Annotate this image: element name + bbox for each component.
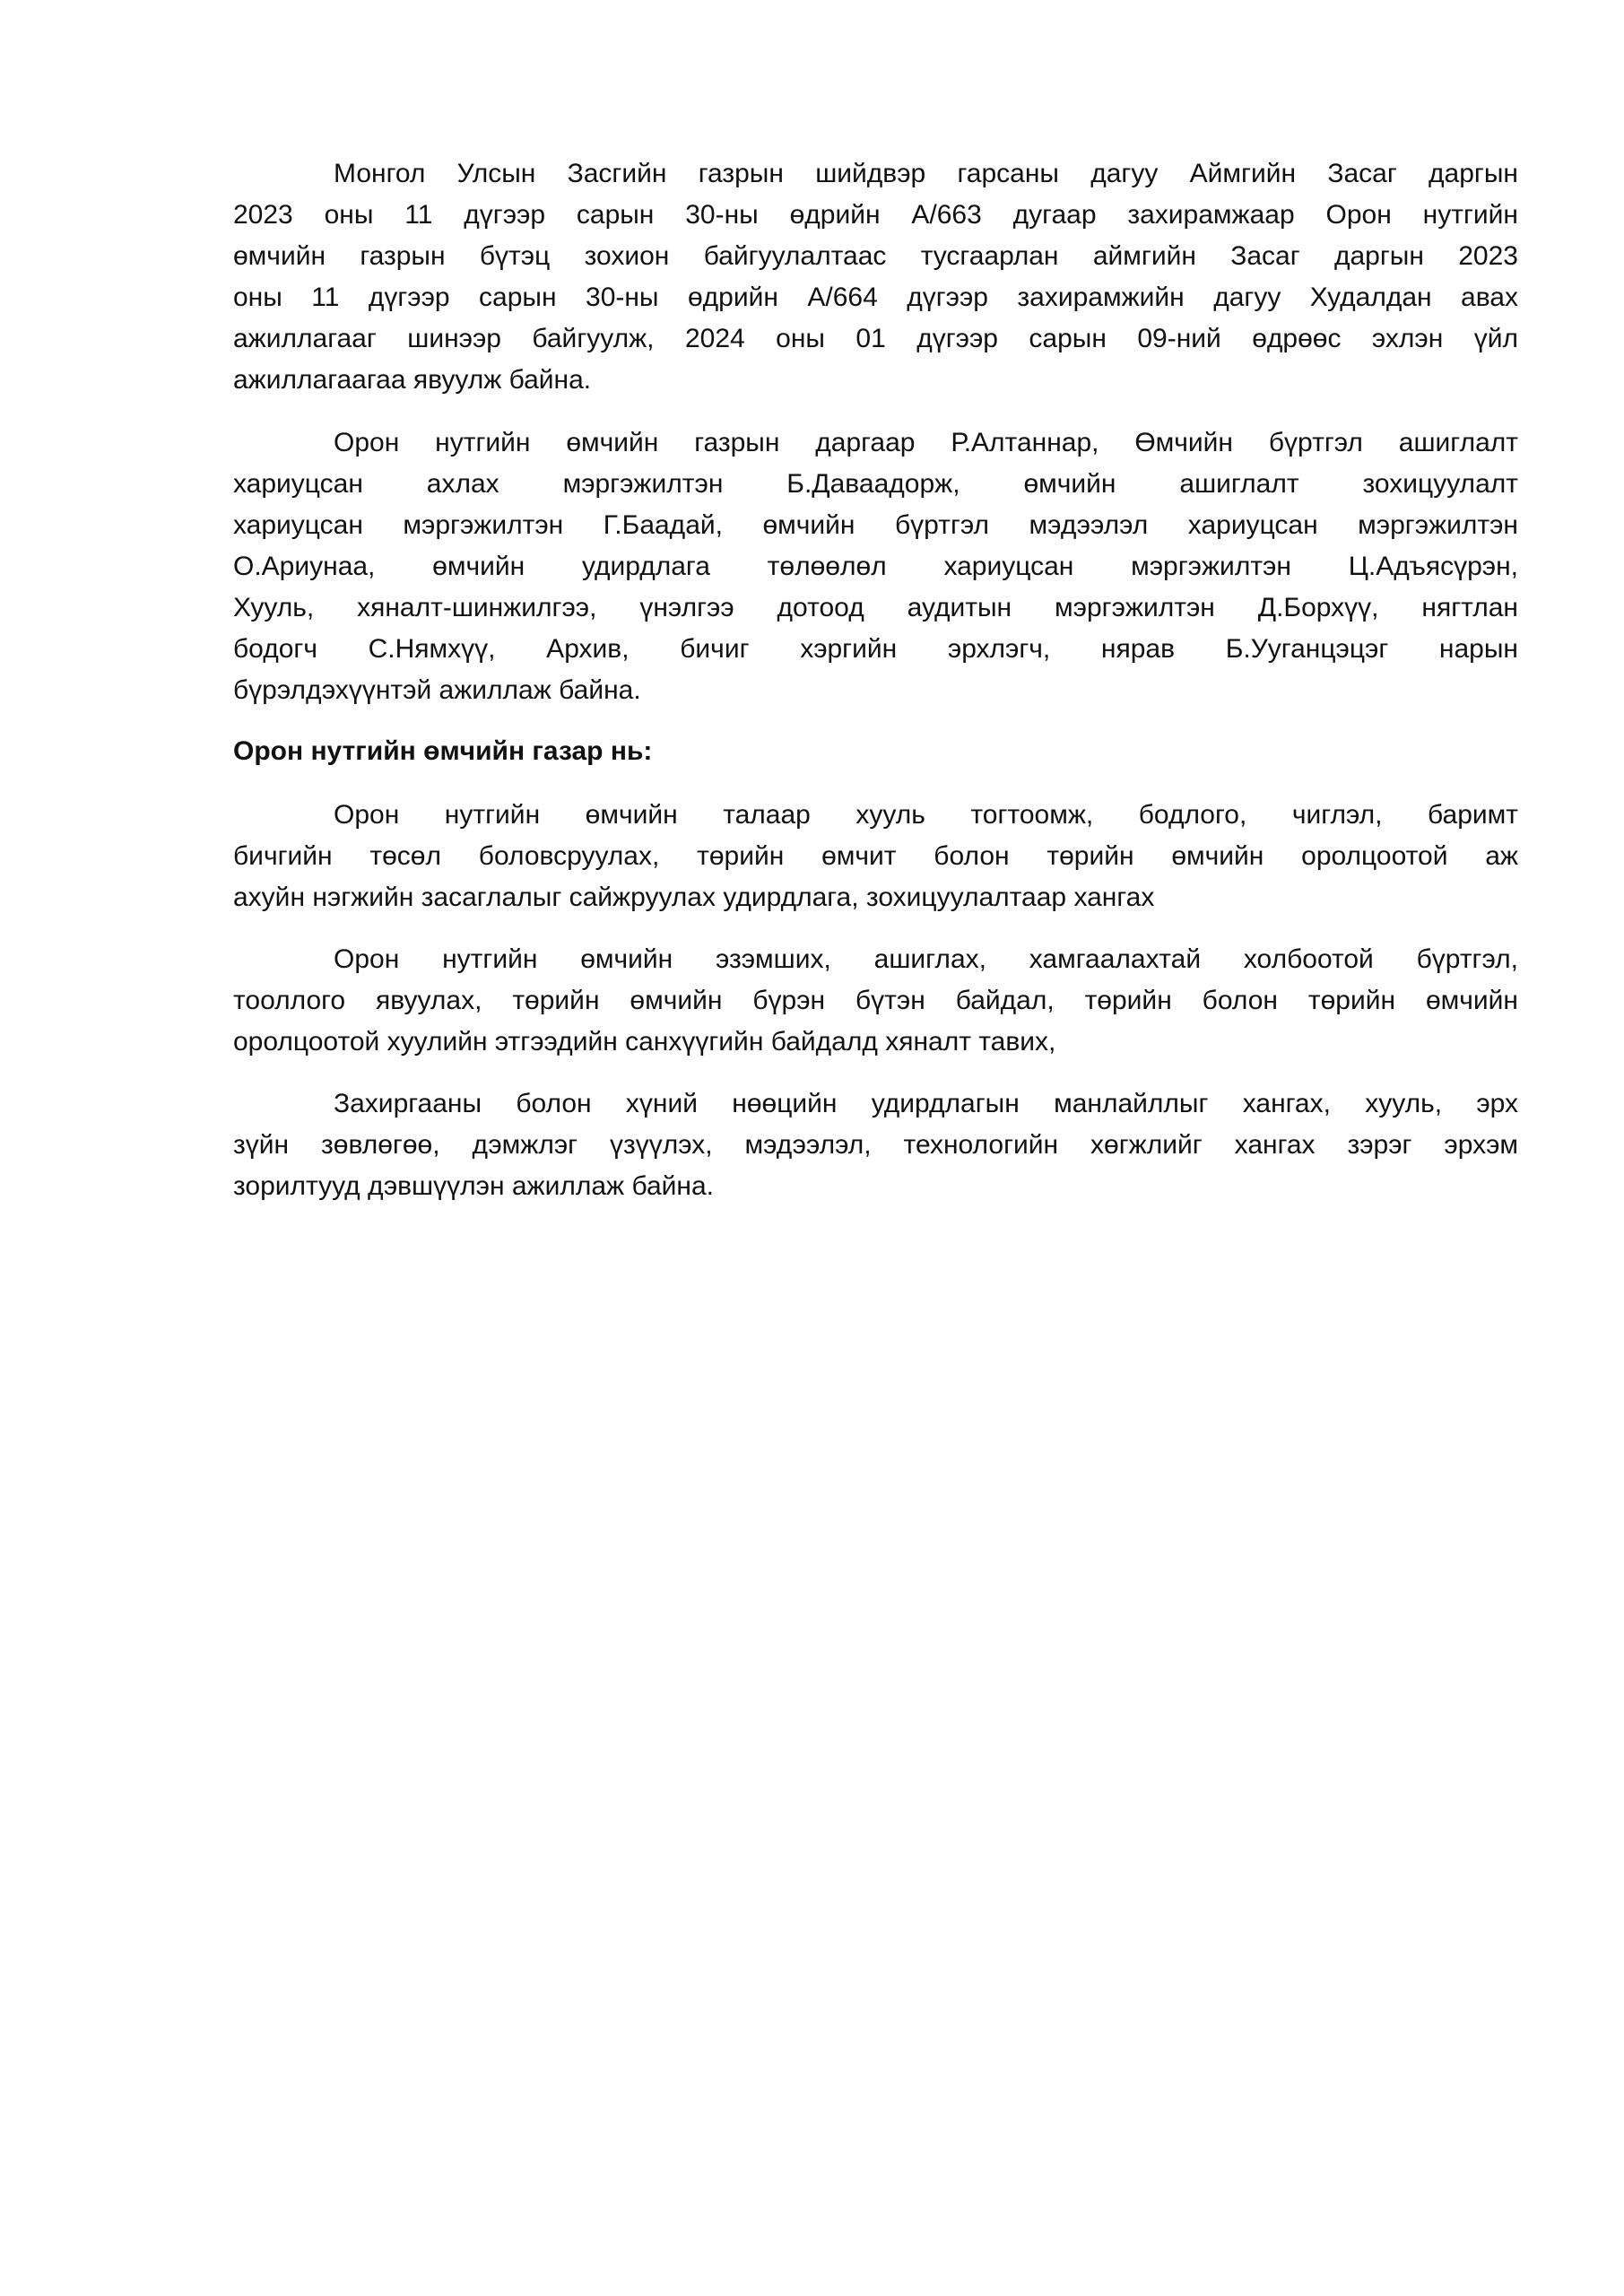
text-line: О.Ариунаа, өмчийн удирдлага төлөөлөл хариуцсан мэргэжилтэн Ц.Адъясүрэн, <box>233 552 1518 581</box>
paragraph-function-administration <box>233 1083 1518 1207</box>
text-line: бодогч С.Нямхүү, Архив, бичиг хэргийн эрхлэгч, нярав Б.Ууганцэцэг нарын <box>233 634 1518 664</box>
paragraph-staff <box>233 422 1518 711</box>
text-line: хариуцсан мэргэжилтэн Г.Баадай, өмчийн бүртгэл мэдээлэл хариуцсан мэргэжилтэн <box>233 510 1518 540</box>
text-line: ахуйн нэгжийн засаглалыг сайжруулах удирдлага, зохицуулалтаар хангах <box>233 883 1155 912</box>
text-line: Захиргааны болон хүний нөөцийн удирдлагын манлайллыг хангах, хууль, эрх <box>334 1089 1518 1118</box>
text-line: хариуцсан ахлах мэргэжилтэн Б.Даваадорж, өмчийн ашиглалт зохицуулалт <box>233 469 1518 499</box>
section-heading: Орон нутгийн өмчийн газар нь: <box>233 736 653 766</box>
text-line: Орон нутгийн өмчийн газрын даргаар Р.Алтаннар, Өмчийн бүртгэл ашиглалт <box>334 428 1518 457</box>
paragraph-function-registration <box>233 939 1518 1063</box>
text-line: ажиллагааг шинээр байгуулж, 2024 оны 01 дүгээр сарын 09-ний өдрөөс эхлэн үйл <box>233 324 1518 353</box>
paragraph-function-policy <box>233 795 1518 918</box>
text-line: Орон нутгийн өмчийн талаар хууль тогтоомж, бодлого, чиглэл, баримт <box>334 800 1518 830</box>
text-line: оролцоотой хуулийн этгээдийн санхүүгийн байдалд хяналт тавих, <box>233 1027 1056 1057</box>
paragraph-establishment <box>233 153 1518 401</box>
text-line: ажиллагаагаа явуулж байна. <box>233 365 592 395</box>
text-line: Монгол Улсын Засгийн газрын шийдвэр гарсаны дагуу Аймгийн Засаг даргын <box>334 159 1518 188</box>
text-line: оны 11 дүгээр сарын 30-ны өдрийн А/664 дүгээр захирамжийн дагуу Худалдан авах <box>233 283 1518 312</box>
text-line: Орон нутгийн өмчийн эзэмших, ашиглах, хамгаалахтай холбоотой бүртгэл, <box>334 944 1518 974</box>
text-line: зүйн зөвлөгөө, дэмжлэг үзүүлэх, мэдээлэл, технологийн хөгжлийг хангах зэрэг эрхэм <box>233 1130 1518 1160</box>
text-line: зорилтууд дэвшүүлэн ажиллаж байна. <box>233 1171 714 1201</box>
text-line: Хууль, хяналт-шинжилгээ, үнэлгээ дотоод аудитын мэргэжилтэн Д.Борхүү, нягтлан <box>233 593 1518 622</box>
text-line: өмчийн газрын бүтэц зохион байгуулалтаас тусгаарлан аймгийн Засаг даргын 2023 <box>233 241 1518 271</box>
text-line: бүрэлдэхүүнтэй ажиллаж байна. <box>233 675 641 705</box>
text-line: тооллого явуулах, төрийн өмчийн бүрэн бүтэн байдал, төрийн болон төрийн өмчийн <box>233 986 1518 1015</box>
text-line: 2023 оны 11 дүгээр сарын 30-ны өдрийн А/663 дугаар захирамжаар Орон нутгийн <box>233 200 1518 230</box>
text-line: бичгийн төсөл боловсруулах, төрийн өмчит болон төрийн өмчийн оролцоотой аж <box>233 841 1518 871</box>
